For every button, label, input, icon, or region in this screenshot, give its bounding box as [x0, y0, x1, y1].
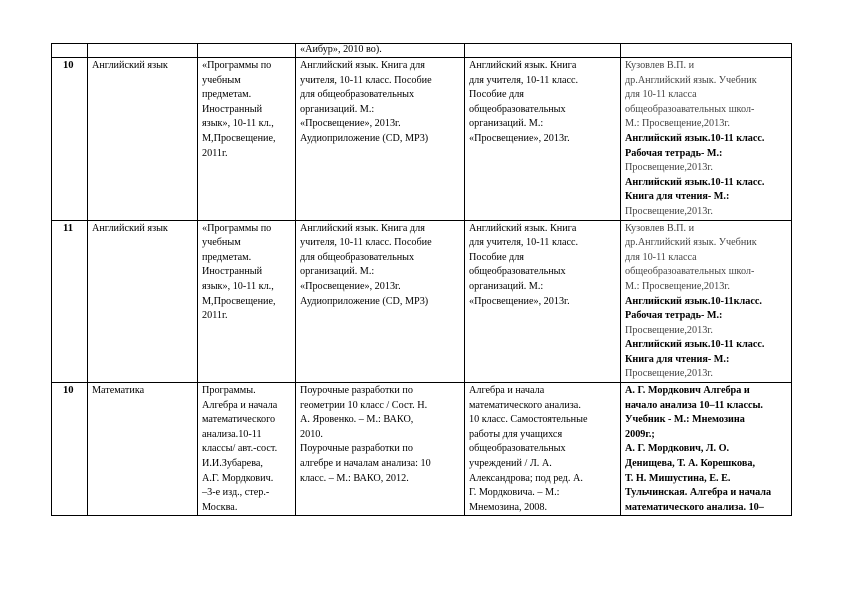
- cell-text-line: работы для учащихся: [469, 428, 563, 440]
- cell-text-line: анализа.10-11: [202, 428, 262, 440]
- cell-text-line: Учебник - М.: Мнемозина: [625, 414, 745, 426]
- program-cell: [198, 58, 296, 221]
- cell-text-line: общеобразовательных: [469, 443, 566, 455]
- cell-text-line: для учителя, 10-11 класс.: [469, 237, 579, 249]
- cell-text-line: Иностранный: [202, 266, 263, 278]
- cell-text-line: учебным: [202, 237, 241, 249]
- cell-text-line: 2011г.: [202, 147, 228, 159]
- cell-text-line: Г. Мордковича. – М.:: [469, 487, 560, 499]
- cell-text-line: Аудиоприложение (CD, MP3): [300, 132, 429, 144]
- curriculum-table: [51, 43, 792, 516]
- cell-text-line: организаций. М.:: [469, 118, 544, 130]
- row-number-cell: 10: [52, 58, 88, 221]
- table-row: [52, 220, 792, 383]
- table-row: [52, 44, 792, 58]
- student-aid-cell: [465, 383, 621, 516]
- cell-text-line: для 10-11 класса: [625, 89, 697, 101]
- cell-text-line: Мнемозина, 2008.: [469, 501, 548, 513]
- student-aid-cell: [465, 220, 621, 383]
- row-number-cell: [52, 44, 88, 58]
- cell-text-line: Просвещение,2013г.: [625, 162, 713, 174]
- cell-text-line: «Программы по: [202, 60, 272, 71]
- cell-text-line: Поурочные разработки по: [300, 385, 413, 397]
- cell-text-line: «Аибур», 2010 во).: [300, 44, 382, 55]
- table-row: [52, 383, 792, 516]
- cell-text-line: Просвещение,2013г.: [625, 205, 713, 217]
- cell-text-line: организаций. М.:: [300, 103, 375, 115]
- cell-text-line: –3-е изд., стер.-: [202, 487, 270, 499]
- cell-text-line: Иностранный: [202, 103, 263, 115]
- cell-text-line: для общеобразовательных: [300, 89, 415, 101]
- textbook-cell: [621, 383, 792, 516]
- cell-text-line: общеобразоавательных школ-: [625, 266, 755, 278]
- textbook-cell: [621, 44, 792, 58]
- cell-text-line: Рабочая тетрадь- М.:: [625, 310, 723, 322]
- program-cell: [198, 44, 296, 58]
- cell-text-line: учителя, 10-11 класс. Пособие: [300, 237, 432, 249]
- textbook-cell: [621, 220, 792, 383]
- cell-text-line: Книга для чтения- М.:: [625, 353, 730, 365]
- cell-text-line: Аудиоприложение (CD, MP3): [300, 295, 429, 307]
- cell-text-line: 2009г.;: [625, 428, 655, 440]
- cell-text-line: Английский язык. Книга: [469, 222, 577, 234]
- cell-text-line: «Просвещение», 2013г.: [469, 132, 570, 144]
- cell-text-line: Тульчинская. Алгебра и начала: [625, 487, 772, 499]
- teacher-book-cell: [296, 220, 465, 383]
- cell-text-line: классы/ авт.-сост.: [202, 443, 278, 455]
- teacher-book-cell: [296, 58, 465, 221]
- cell-text-line: математического анализа. 10–: [625, 501, 764, 513]
- program-cell: [198, 383, 296, 516]
- cell-text-line: Английский язык.10-11 класс.: [625, 339, 765, 351]
- subject-cell: [88, 220, 198, 383]
- cell-text-line: математического: [202, 414, 276, 426]
- cell-text-line: Английский язык.10-11класс.: [625, 295, 762, 307]
- cell-text-line: язык», 10-11 кл.,: [202, 118, 274, 130]
- cell-text-line: геометрии 10 класс / Сост. Н.: [300, 399, 428, 411]
- student-aid-cell: [465, 44, 621, 58]
- cell-text-line: Денищева, Т. А. Корешкова,: [625, 458, 756, 470]
- cell-text-line: Москва.: [202, 501, 238, 513]
- cell-text-line: Английский язык.10-11 класс.: [625, 132, 765, 144]
- cell-text-line: А. Г. Мордкович Алгебра и: [625, 385, 750, 397]
- cell-text-line: Алгебра и начала: [469, 385, 545, 397]
- cell-text-line: математического анализа.: [469, 399, 581, 411]
- subject-cell: [88, 44, 198, 58]
- cell-text-line: для 10-11 класса: [625, 251, 697, 263]
- cell-text-line: Английский язык.10-11 класс.: [625, 176, 765, 188]
- cell-text-line: Математика: [92, 385, 145, 397]
- subject-cell: [88, 383, 198, 516]
- cell-text-line: Александрова; под ред. А.: [469, 472, 583, 484]
- cell-text-line: М,Просвещение,: [202, 132, 276, 144]
- table-row: [52, 58, 792, 221]
- student-aid-cell: [465, 58, 621, 221]
- cell-text-line: 2010.: [300, 428, 323, 440]
- cell-text-line: М.: Просвещение,2013г.: [625, 118, 730, 130]
- cell-text-line: Английский язык. Книга для: [300, 222, 425, 234]
- row-number-cell: 11: [52, 220, 88, 383]
- cell-text-line: др.Английский язык. Учебник: [625, 237, 757, 249]
- cell-text-line: А. Г. Мордкович, Л. О.: [625, 443, 730, 455]
- cell-text-line: «Просвещение», 2013г.: [300, 280, 401, 292]
- cell-text-line: учебным: [202, 74, 241, 86]
- cell-text-line: учителя, 10-11 класс. Пособие: [300, 74, 432, 86]
- cell-text-line: начало анализа 10–11 классы.: [625, 399, 763, 411]
- cell-text-line: учреждений / Л. А.: [469, 458, 552, 470]
- row-number-cell: 10: [52, 383, 88, 516]
- cell-text-line: класс. – М.: ВАКО, 2012.: [300, 472, 409, 484]
- program-cell: [198, 220, 296, 383]
- cell-text-line: алгебре и началам анализа: 10: [300, 458, 431, 470]
- cell-text-line: Поурочные разработки по: [300, 443, 413, 455]
- cell-text-line: предметам.: [202, 89, 252, 101]
- cell-text-line: М.: Просвещение,2013г.: [625, 280, 730, 292]
- cell-text-line: А. Яровенко. – М.: ВАКО,: [300, 414, 414, 426]
- textbook-cell: [621, 58, 792, 221]
- cell-text-line: общеобразоавательных школ-: [625, 103, 755, 115]
- cell-text-line: М,Просвещение,: [202, 295, 276, 307]
- cell-text-line: организаций. М.:: [300, 266, 375, 278]
- cell-text-line: Английский язык. Книга для: [300, 60, 425, 71]
- cell-text-line: Английский язык. Книга: [469, 60, 577, 71]
- cell-text-line: общеобразовательных: [469, 103, 566, 115]
- cell-text-line: Книга для чтения- М.:: [625, 191, 730, 203]
- cell-text-line: Английский язык: [92, 60, 168, 71]
- cell-text-line: Просвещение,2013г.: [625, 368, 713, 380]
- cell-text-line: «Просвещение», 2013г.: [469, 295, 570, 307]
- cell-text-line: «Просвещение», 2013г.: [300, 118, 401, 130]
- cell-text-line: Рабочая тетрадь- М.:: [625, 147, 723, 159]
- cell-text-line: Кузовлев В.П. и: [625, 222, 695, 234]
- subject-cell: [88, 58, 198, 221]
- teacher-book-cell: [296, 44, 465, 58]
- cell-text-line: для учителя, 10-11 класс.: [469, 74, 579, 86]
- cell-text-line: Алгебра и начала: [202, 399, 278, 411]
- cell-text-line: И.И.Зубарева,: [202, 458, 263, 470]
- cell-text-line: др.Английский язык. Учебник: [625, 74, 757, 86]
- cell-text-line: Программы.: [202, 385, 256, 397]
- cell-text-line: Просвещение,2013г.: [625, 324, 713, 336]
- cell-text-line: Кузовлев В.П. и: [625, 60, 695, 71]
- teacher-book-cell: [296, 383, 465, 516]
- cell-text-line: Пособие для: [469, 251, 524, 263]
- cell-text-line: Пособие для: [469, 89, 524, 101]
- cell-text-line: 10 класс. Самостоятельные: [469, 414, 588, 426]
- cell-text-line: для общеобразовательных: [300, 251, 415, 263]
- cell-text-line: Т. Н. Мишустина, Е. Е.: [625, 472, 731, 484]
- cell-text-line: А.Г. Мордкович.: [202, 472, 274, 484]
- cell-text-line: предметам.: [202, 251, 252, 263]
- cell-text-line: язык», 10-11 кл.,: [202, 280, 274, 292]
- cell-text-line: организаций. М.:: [469, 280, 544, 292]
- cell-text-line: «Программы по: [202, 222, 272, 234]
- cell-text-line: Английский язык: [92, 222, 168, 234]
- cell-text-line: 2011г.: [202, 310, 228, 322]
- cell-text-line: общеобразовательных: [469, 266, 566, 278]
